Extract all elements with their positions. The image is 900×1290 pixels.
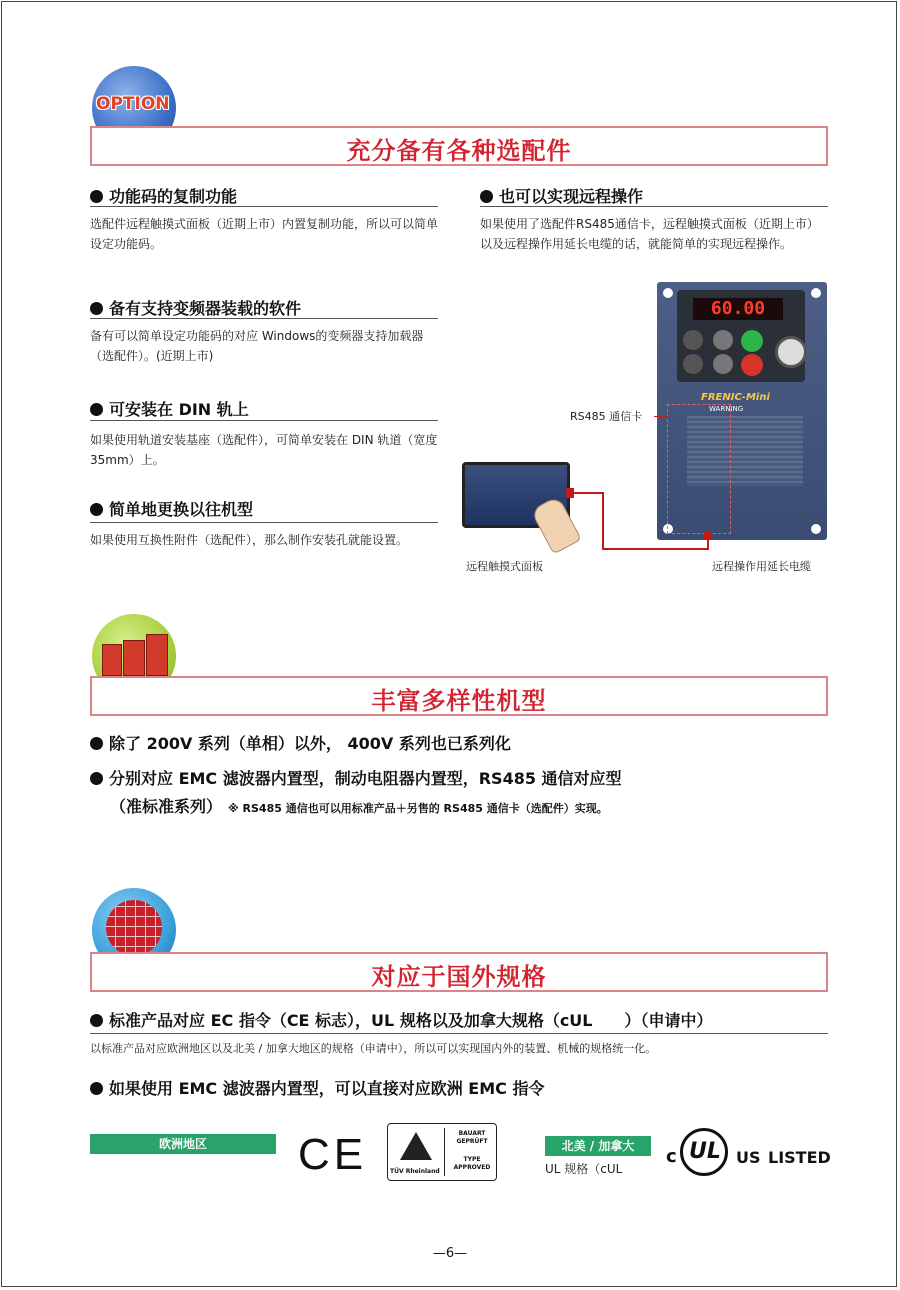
card-slot-outline <box>667 404 731 534</box>
ul-logo-text: UL <box>689 1139 721 1164</box>
tuv-mark <box>387 1123 497 1181</box>
down-button <box>713 354 733 374</box>
cul-mark <box>666 1128 830 1180</box>
section-options-title: 充分备有各种选配件 <box>346 137 572 165</box>
bullet-icon <box>90 403 103 416</box>
ul-spec-text: UL 规格（cUL <box>545 1162 623 1176</box>
bullet-icon <box>90 737 103 750</box>
standards-heading-ec: 标准产品对应 EC 指令（CE 标志），UL 规格以及加拿大规格（cUL ）（申请中） <box>90 1008 713 1031</box>
connector-icon <box>704 532 712 540</box>
feature-text-replace: 如果使用互换性附件（选配件），那么制作安装孔就能设置。 <box>90 533 409 547</box>
feature-heading-replace: 简单地更换以往机型 <box>90 497 253 520</box>
feature-text-remote: 如果使用了选配件RS485通信卡，远程触摸式面板（近期上市）以及远程操作用延长电缆的话，就能简单的实现远程操作。 <box>480 217 819 251</box>
cable-line <box>602 492 604 550</box>
potentiometer-knob <box>775 336 807 368</box>
label-rs485-card: RS485 通信卡 <box>570 410 643 423</box>
bullet-icon <box>90 1082 103 1095</box>
mount-hole <box>811 524 821 534</box>
section-standards-bar <box>90 952 828 992</box>
ul-logo-icon <box>680 1128 728 1176</box>
models-line-semi-standard: （准标准系列） ※ RS485 通信也可以用标准产品＋另售的 RS485 通信卡（选配件）实现。 <box>110 797 608 816</box>
bullet-icon <box>90 503 103 516</box>
europe-label: 欧洲地区 <box>90 1134 276 1154</box>
north-america-label: 北美 / 加拿大 <box>545 1136 651 1156</box>
func-button <box>683 354 703 374</box>
up-button <box>713 330 733 350</box>
cul-listed-text: LISTED <box>768 1148 831 1167</box>
warning-label: WARNING <box>709 405 744 413</box>
keypad-panel <box>677 290 805 382</box>
option-badge-label: OPTION <box>96 94 170 114</box>
label-extension-cable: 远程操作用延长电缆 <box>712 560 811 573</box>
run-button <box>741 330 763 352</box>
section-standards-title: 对应于国外规格 <box>371 963 547 991</box>
globe-icon <box>106 900 162 956</box>
ce-mark-icon: CE <box>298 1130 368 1179</box>
divider <box>480 206 828 207</box>
models-line-series: 除了 200V 系列（单相）以外， 400V 系列也已系列化 <box>90 731 511 754</box>
feature-heading-remote: 也可以实现远程操作 <box>480 184 643 207</box>
feature-heading-din: 可安装在 DIN 轨上 <box>90 397 249 420</box>
section-options-bar <box>90 126 828 166</box>
inverter-small-icon <box>102 644 122 676</box>
tuv-bottom-text: TYPE APPROVED <box>453 1156 491 1171</box>
mount-hole <box>663 288 673 298</box>
divider <box>90 1033 828 1034</box>
cable-line <box>572 492 604 494</box>
inverter-image <box>657 282 827 540</box>
bullet-icon <box>480 190 493 203</box>
label-remote-panel: 远程触摸式面板 <box>466 560 543 573</box>
feature-text-copy: 选配件远程触摸式面板（近期上市）内置复制功能，所以可以简单设定功能码。 <box>90 217 439 251</box>
divider <box>90 206 438 207</box>
feature-heading-software: 备有支持变频器装载的软件 <box>90 296 301 319</box>
bullet-icon <box>90 190 103 203</box>
bullet-icon <box>90 1014 103 1027</box>
tuv-divider <box>444 1128 445 1176</box>
feature-text-software: 备有可以简单设定功能码的对应 Windows的变频器支持加载器（选配件）。(近期上市) <box>90 329 424 363</box>
stop-button <box>741 354 763 376</box>
cable-line <box>602 548 708 550</box>
feature-text-din: 如果使用轨道安装基座（选配件），可简单安装在 DIN 轨道（宽度 35mm）上。 <box>90 433 438 467</box>
bullet-icon <box>90 302 103 315</box>
bullet-icon <box>90 772 103 785</box>
prg-button <box>683 330 703 350</box>
standards-heading-emc: 如果使用 EMC 滤波器内置型，可以直接对应欧洲 EMC 指令 <box>90 1076 544 1099</box>
standards-text-ec: 以标准产品对应欧洲地区以及北美 / 加拿大地区的规格（申请中），所以可以实现国内外的装置、机械的规格统一化。 <box>90 1042 657 1055</box>
cul-c-letter: c <box>666 1146 677 1167</box>
card-leader-line <box>654 416 668 417</box>
divider <box>90 522 438 523</box>
led-display: 60.00 <box>693 298 783 320</box>
models-note: ※ RS485 通信也可以用标准产品＋另售的 RS485 通信卡（选配件）实现。 <box>228 802 608 815</box>
inverter-small-icon <box>146 634 168 676</box>
brand-label: FRENIC-Mini <box>701 392 770 403</box>
section-models-title: 丰富多样性机型 <box>371 687 547 715</box>
tuv-triangle-icon <box>400 1132 432 1160</box>
tuv-name: TÜV Rheinland <box>390 1168 440 1175</box>
feature-heading-copy: 功能码的复制功能 <box>90 184 237 207</box>
inverter-small-icon <box>123 640 145 676</box>
connector-icon <box>566 488 574 498</box>
divider <box>90 318 438 319</box>
section-models-bar <box>90 676 828 716</box>
models-line-types: 分别对应 EMC 滤波器内置型，制动电阻器内置型，RS485 通信对应型 <box>90 766 622 789</box>
mount-hole <box>811 288 821 298</box>
tuv-top-text: BAUART GEPRÜFT <box>456 1130 488 1145</box>
cul-us-letters: US <box>736 1148 761 1167</box>
divider <box>90 420 438 421</box>
page-number: —6— <box>432 1246 468 1261</box>
